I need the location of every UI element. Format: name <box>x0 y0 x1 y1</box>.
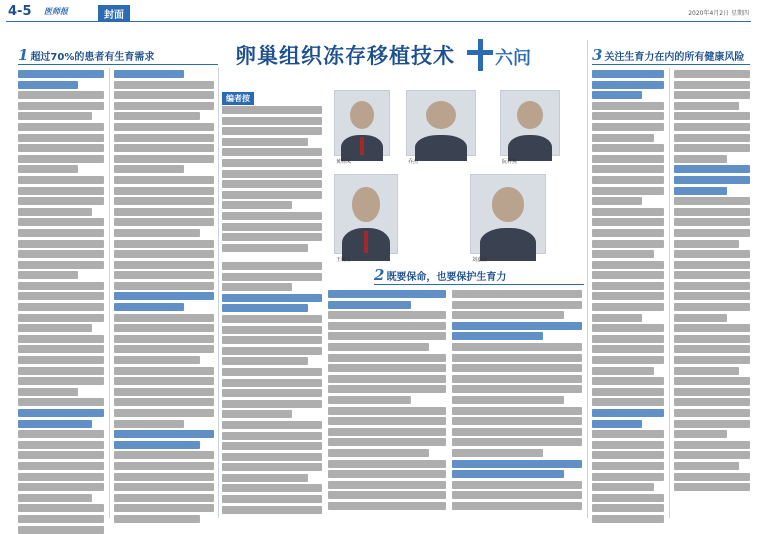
photo-caption: 刘嘉茵 <box>472 257 488 263</box>
expert-photo <box>500 90 560 156</box>
photo-caption: 王树玉 <box>336 257 352 263</box>
expert-photo <box>406 90 476 156</box>
text-column-6 <box>592 70 664 518</box>
column-divider <box>587 40 588 518</box>
text-column-3 <box>222 262 322 518</box>
column-divider <box>218 68 219 518</box>
text-column-2 <box>114 70 214 518</box>
text-column-7 <box>674 70 750 518</box>
expert-photo <box>470 174 546 254</box>
section-1-rule <box>18 64 218 65</box>
page-number: 4-5 <box>8 4 32 19</box>
text-column-4 <box>328 290 446 518</box>
publication-name: 医师报 <box>44 7 68 16</box>
section-1-heading: 1 超过70%的患者有生育需求 <box>18 46 155 64</box>
photo-caption: 黄荷凤 <box>336 159 352 165</box>
column-divider <box>669 68 670 518</box>
column-divider <box>109 68 110 518</box>
section-3-rule <box>592 64 750 65</box>
section-3-heading: 3 关注生育力在内的所有健康风险 <box>592 46 745 64</box>
text-column-1 <box>18 70 104 518</box>
headline <box>235 30 535 80</box>
headline-suffix: 六问 <box>495 48 531 69</box>
section-label: 封面 <box>98 5 130 22</box>
headline-text: 卵巢组织冻存移植技术 <box>235 44 455 68</box>
expert-photo <box>334 90 390 156</box>
issue-date: 2020年4月2日 星期四 <box>688 10 749 17</box>
text-column-5 <box>452 290 582 518</box>
photo-caption: 阮祥燕 <box>502 159 518 165</box>
expert-photo <box>334 174 398 254</box>
section-2-heading: 2 既要保命，也要保护生育力 <box>374 266 507 284</box>
section-2-rule <box>374 284 584 285</box>
page-header <box>6 4 751 22</box>
editor-note <box>222 92 322 252</box>
headline-suffix-mark <box>465 36 531 74</box>
photo-caption: 乔杰 <box>408 159 419 165</box>
editor-note-tag: 编者按 <box>222 92 254 105</box>
